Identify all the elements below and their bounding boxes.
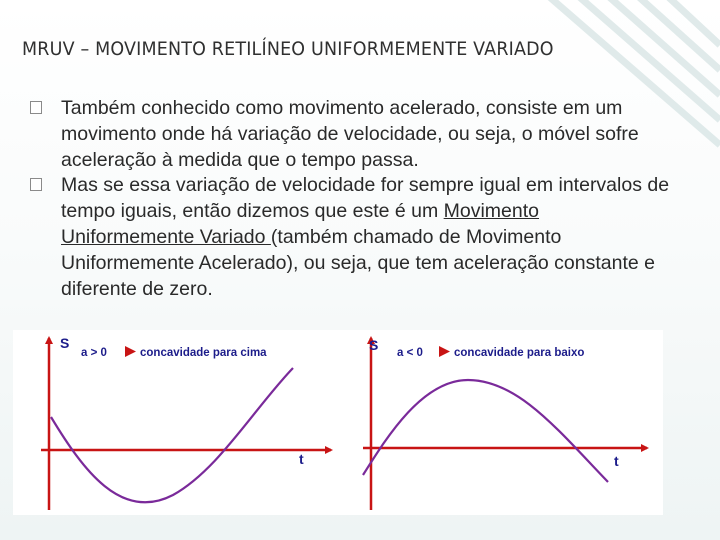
bullet-text: Também conhecido como movimento acelerado, consiste em um movimento onde há variação de velocidade, ou seja, o móvel sofre aceleração à medida que o tempo passa. [61,97,639,171]
mruv-term: Movimento Uniformemente Variado [61,200,540,248]
y-axis-label: S [60,335,70,351]
x-axis-label: t [614,453,619,469]
slide-title: MRUV – MOVIMENTO RETILÍNEO UNIFORMEMENTE VARIADO [22,38,554,60]
x-axis-label: t [299,451,304,467]
play-arrow-icon [125,346,136,357]
concavity-caption: concavidade para baixo [454,347,585,359]
square-bullet-icon [30,101,42,114]
bullet-text [61,173,670,302]
concavity-caption: concavidade para cima [140,347,267,359]
graph-panel-positive-acceleration [41,335,331,510]
play-arrow-icon [439,346,450,357]
bullet-text-start: Mas se essa variação de velocidade for sempre igual em intervalos de tempo iguais, então dizemos que este é um [61,174,670,223]
graph-panel-negative-acceleration [363,337,647,510]
position-curve [363,380,608,482]
bullet-text-end: (também chamado de Movimento Uniformemente Acelerado), ou seja, que tem aceleração constante e diferente de zero. [61,225,656,300]
motion-graphs-svg [13,330,663,515]
acceleration-condition: a < 0 [397,347,423,359]
position-curve [51,368,293,502]
bullet-item [30,96,670,173]
square-bullet-icon [30,178,42,191]
motion-graphs-figure [13,330,663,515]
bullet-item [30,173,670,302]
y-axis-label: S [369,337,379,353]
acceleration-condition: a > 0 [81,347,107,359]
bullet-list [30,96,670,302]
